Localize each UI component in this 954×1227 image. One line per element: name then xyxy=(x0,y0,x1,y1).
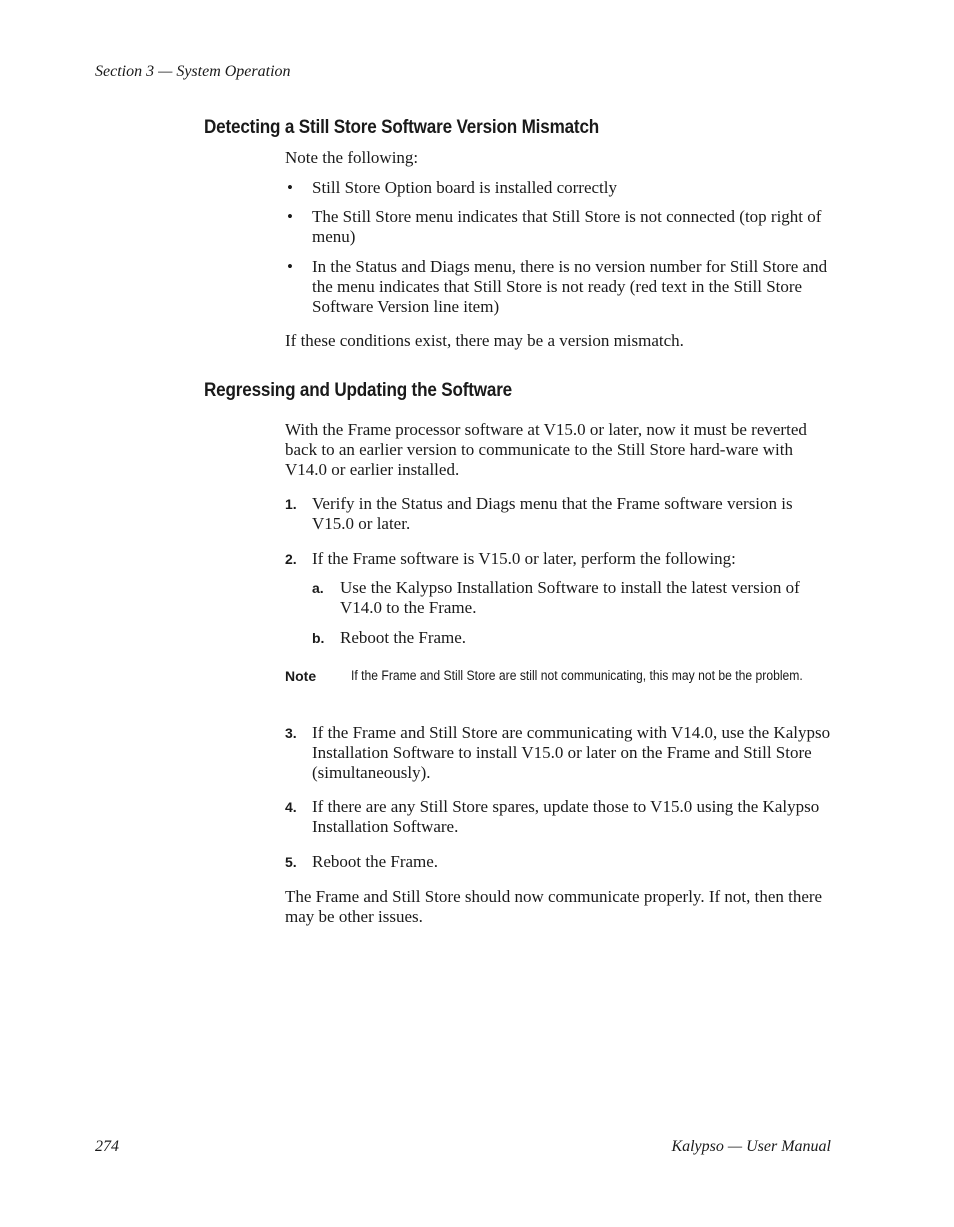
bullet-item: Still Store Option board is installed correctly xyxy=(312,178,618,197)
bullet-item: The Still Store menu indicates that Still Store is not connected (top right of menu) xyxy=(312,207,822,246)
note-label: Note xyxy=(285,668,317,684)
bullet-marker: • xyxy=(287,257,293,276)
step-text: Verify in the Status and Diags menu that the Frame software version is V15.0 or later. xyxy=(312,494,793,533)
step-number: 4. xyxy=(285,799,297,815)
step-text: If there are any Still Store spares, update those to V15.0 using the Kalypso Installation Software. xyxy=(312,797,820,836)
step-number: 5. xyxy=(285,854,297,870)
substep-letter: a. xyxy=(312,580,324,596)
step-text: If the Frame and Still Store are communicating with V14.0, use the Kalypso Installation Software to install V15.0 or later on the Frame and Still Store (simultaneously). xyxy=(312,723,831,782)
section-heading-regressing: Regressing and Updating the Software xyxy=(204,380,513,401)
section2-intro: With the Frame processor software at V15.0 or later, now it must be reverted back to an earlier version to communicate to the Still Store hard-ware with V14.0 or earlier installed. xyxy=(285,420,807,479)
substep-text: Use the Kalypso Installation Software to install the latest version of V14.0 to the Frame. xyxy=(340,578,800,617)
section-heading-version-mismatch: Detecting a Still Store Software Version Mismatch xyxy=(204,117,600,138)
intro-text: Note the following: xyxy=(285,148,419,167)
bullet-marker: • xyxy=(287,207,293,226)
step-number: 1. xyxy=(285,496,297,512)
bullet-item: In the Status and Diags menu, there is no version number for Still Store and the menu indicates that Still Store is not ready (red text in the Still Store Software Version line item) xyxy=(312,257,828,316)
substep-text: Reboot the Frame. xyxy=(340,628,467,647)
conclusion-text: If these conditions exist, there may be a version mismatch. xyxy=(285,331,684,350)
note-text: If the Frame and Still Store are still not communicating, this may not be the problem. xyxy=(351,668,803,683)
closing-text: The Frame and Still Store should now communicate properly. If not, then there may be other issues. xyxy=(285,887,823,926)
running-head: Section 3 — System Operation xyxy=(95,63,291,80)
substep-letter: b. xyxy=(312,630,325,646)
page-number: 274 xyxy=(95,1138,119,1155)
step-number: 2. xyxy=(285,551,297,567)
step-text: Reboot the Frame. xyxy=(312,852,439,871)
step-number: 3. xyxy=(285,725,297,741)
bullet-marker: • xyxy=(287,178,293,197)
step-text: If the Frame software is V15.0 or later, perform the following: xyxy=(312,549,736,568)
manual-title: Kalypso — User Manual xyxy=(671,1138,831,1155)
